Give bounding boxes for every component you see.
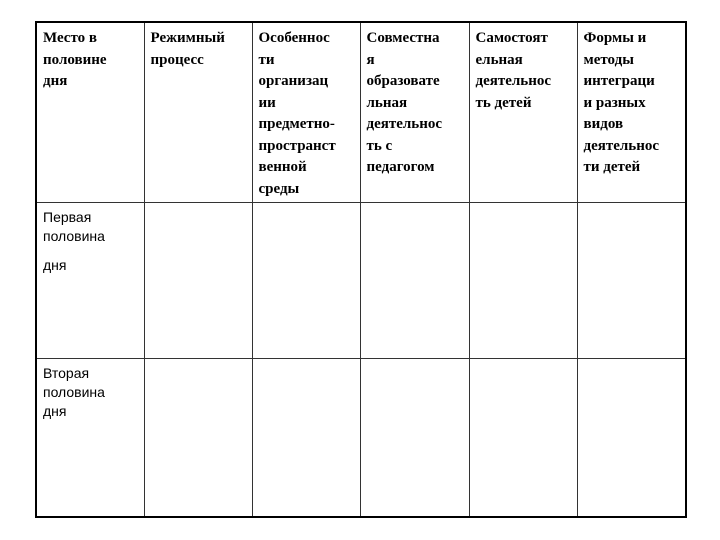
header-text-line: ти детей [583, 159, 641, 175]
daily-plan-table [35, 21, 687, 518]
header-text-line: льная [366, 94, 408, 111]
header-text-line: методы [583, 51, 634, 68]
row-label-line: половина [43, 227, 105, 244]
header-text-line: видов [583, 116, 624, 132]
header-text-line: среды [258, 180, 300, 197]
table-cell-empty[interactable] [360, 358, 469, 517]
table-row [36, 202, 686, 358]
row-label-line: половина [43, 383, 105, 400]
header-text-line: ть детей [475, 94, 532, 111]
header-text-line: ельная [475, 51, 523, 68]
table-cell-empty[interactable] [577, 358, 686, 517]
header-cell-independent-activity [469, 22, 577, 202]
header-text-line: Самостоят [475, 30, 548, 46]
header-cell-routine [144, 22, 252, 202]
header-text-line: ти [258, 51, 275, 68]
header-cell-integration-methods [577, 22, 686, 202]
header-text-line: и разных [583, 94, 646, 111]
table-cell-empty[interactable] [252, 358, 360, 517]
header-text-line: дня [43, 73, 68, 89]
row-label-line: Вторая [43, 364, 90, 381]
header-text-line: пространст [258, 137, 336, 154]
header-text-line: интеграци [583, 73, 655, 89]
header-text-line: процесс [150, 51, 204, 68]
header-text-line: организац [258, 73, 329, 89]
header-cell-joint-activity [360, 22, 469, 202]
row-label-line: дня [43, 256, 67, 273]
header-text-line: я [366, 51, 375, 68]
table-cell-empty[interactable] [144, 202, 252, 358]
header-text-line: половине [43, 51, 107, 68]
header-text-line: деятельнос [583, 137, 660, 154]
row-label-gap [43, 246, 140, 256]
header-cell-day-part [36, 22, 144, 202]
row-label-line: Первая [43, 208, 92, 225]
header-text-line: Формы и [583, 30, 647, 46]
header-text-line: Совместна [366, 30, 440, 46]
table-cell-empty[interactable] [252, 202, 360, 358]
table-cell-empty[interactable] [469, 358, 577, 517]
header-text-line: предметно- [258, 116, 335, 132]
row-label-second-half [36, 358, 144, 517]
table-cell-empty[interactable] [469, 202, 577, 358]
header-cell-environment [252, 22, 360, 202]
header-text-line: образовате [366, 73, 440, 89]
header-text-line: ии [258, 94, 276, 111]
table-cell-empty[interactable] [144, 358, 252, 517]
table-row [36, 358, 686, 517]
header-text-line: деятельнос [366, 116, 443, 132]
row-label-first-half [36, 202, 144, 358]
table-header-row [36, 22, 686, 202]
header-text-line: Место в [43, 30, 97, 46]
row-label-line: дня [43, 402, 67, 419]
header-text-line: деятельнос [475, 73, 552, 89]
header-text-line: педагогом [366, 159, 435, 175]
header-text-line: Режимный [150, 30, 225, 46]
header-text-line: Особеннос [258, 30, 330, 46]
table-cell-empty[interactable] [577, 202, 686, 358]
header-text-line: ть с [366, 137, 393, 154]
table-cell-empty[interactable] [360, 202, 469, 358]
header-text-line: венной [258, 159, 307, 175]
